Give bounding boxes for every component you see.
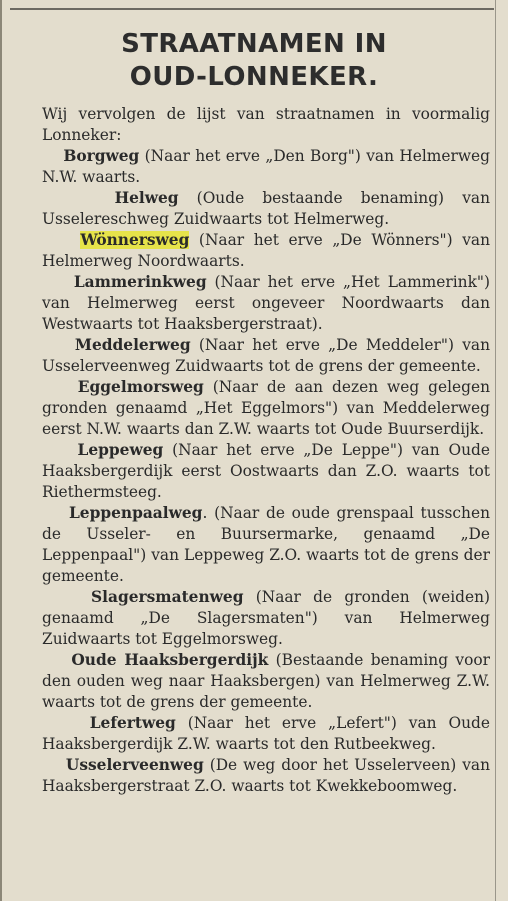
- street-description: (Naar het erve „De Leppe") van Oude Haaksbergerdijk eerst Oostwaarts dan Z.O. waarts tot Riethermsteeg.: [42, 441, 490, 501]
- street-name: Oude Haaksbergerdijk: [71, 651, 269, 669]
- street-name: Borgweg: [63, 147, 140, 165]
- street-name: Leppeweg: [77, 441, 164, 459]
- street-description: . (Naar de oude grenspaal tusschen de Usseler- en Buursermarke, genaamd „De Leppenpaal") van Leppeweg Z.O. waarts tot de grens der gemeente.: [42, 504, 490, 585]
- street-name: Lammerinkweg: [73, 273, 207, 291]
- street-description: (Oude bestaande benaming) van Usselereschweg Zuidwaarts tot Helmerweg.: [42, 189, 490, 228]
- street-description: (Naar het erve „Den Borg") van Helmerweg N.W. waarts.: [42, 147, 490, 186]
- street-description: (Naar het erve „De Wönners") van Helmerweg Noordwaarts.: [42, 231, 490, 270]
- street-description: (Bestaande benaming voor den ouden weg naar Haaksbergen) van Helmerweg Z.W. waarts tot de grens der gemeente.: [42, 651, 490, 711]
- street-description: (Naar het erve „De Meddeler") van Usselerveenweg Zuidwaarts tot de grens der gemeente.: [42, 336, 490, 375]
- street-name: Meddelerweg: [74, 336, 191, 354]
- entry-oude-haaksbergerdijk: [42, 650, 490, 713]
- article-title: [26, 28, 482, 94]
- entry-slagersmatenweg: [42, 587, 490, 650]
- street-name: Usselerveenweg: [65, 756, 204, 774]
- entry-borgweg: [42, 146, 490, 188]
- street-name: Helweg: [114, 189, 179, 207]
- street-name: Eggelmorsweg: [77, 378, 204, 396]
- street-description: (Naar het erve „Lefert") van Oude Haaksbergerdijk Z.W. waarts tot den Rutbeekweg.: [42, 714, 490, 753]
- column-rule: [495, 0, 496, 901]
- street-description: (Naar de gronden (weiden) genaamd „De Slagersmaten") van Helmerweg Zuidwaarts tot Eggelmorsweg.: [42, 588, 490, 648]
- entry-leppenpaalweg: [42, 503, 490, 587]
- entry-lammerinkweg: [42, 272, 490, 335]
- street-name-highlighted: Wönnersweg: [80, 231, 190, 249]
- entry-meddelerweg: [42, 335, 490, 377]
- entry-lefertweg: [42, 713, 490, 755]
- article-body: [42, 104, 490, 797]
- street-description: (De weg door het Usselerveen) van Haaksbergerstraat Z.O. waarts tot Kwekkeboomweg.: [42, 756, 491, 795]
- entry-eggelmorsweg: [42, 377, 490, 440]
- title-line-2: OUD-LONNEKER.: [129, 62, 379, 92]
- entry-usselerveenweg: [42, 755, 490, 797]
- street-name: Leppenpaalweg: [68, 504, 203, 522]
- street-name: Slagersmatenweg: [91, 588, 244, 606]
- title-line-1: STRAATNAMEN IN: [121, 29, 387, 59]
- street-name: Lefertweg: [89, 714, 176, 732]
- intro-paragraph: Wij vervolgen de lijst van straatnamen in voormalig Lonneker:: [42, 105, 490, 144]
- street-description: (Naar het erve „Het Lammerink") van Helmerweg eerst ongeveer Noordwaarts dan Westwaarts tot Haaksbergerstraat).: [42, 273, 490, 333]
- top-rule: [10, 8, 494, 10]
- entry-wonnersweg: [42, 230, 490, 272]
- entry-leppeweg: [42, 440, 490, 503]
- street-description: (Naar de aan dezen weg gelegen gronden genaamd „Het Eggelmors") van Meddelerweg eerst N.W. waarts dan Z.W. waarts tot Oude Buurserdijk.: [42, 378, 490, 438]
- entry-helweg: [42, 188, 490, 230]
